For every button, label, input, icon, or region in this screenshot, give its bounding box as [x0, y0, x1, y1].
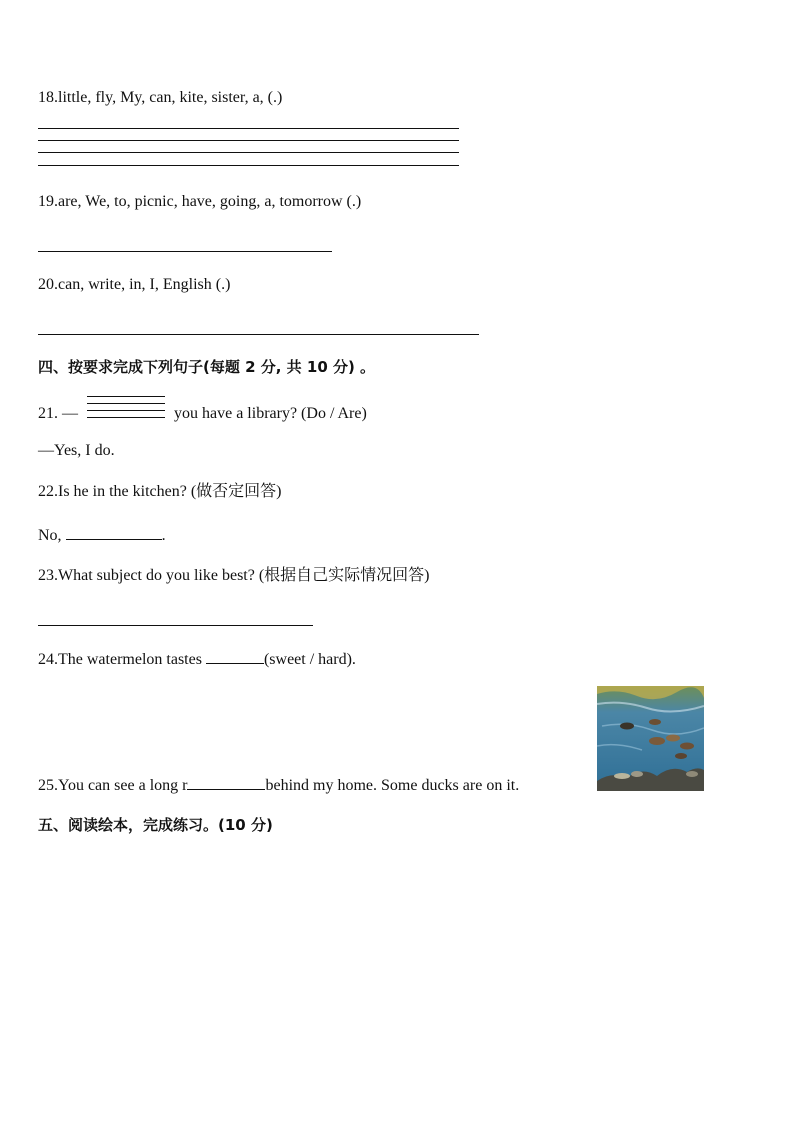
question-text: are, We, to, picnic, have, going, a, tomorrow (.) [58, 193, 362, 210]
answer-suffix: . [161, 527, 166, 544]
answer-line[interactable] [87, 410, 165, 411]
question-pre-text: The watermelon tastes [58, 651, 202, 668]
answer-line[interactable] [38, 165, 459, 166]
question-24 [38, 649, 356, 670]
question-number: 19. [38, 193, 58, 210]
question-number: 23. [38, 567, 58, 584]
question-post-text: behind my home. Some ducks are on it. [265, 777, 520, 794]
question-text: little, fly, My, can, kite, sister, a, (.) [58, 89, 283, 106]
question-pre-text: You can see a long r [58, 777, 188, 794]
question-number: 20. [38, 276, 58, 293]
answer-line[interactable] [38, 140, 459, 141]
section-5-heading: 五、阅读绘本，完成练习。(10 分) [38, 816, 273, 834]
question-number: 24. [38, 651, 58, 668]
question-25 [38, 775, 519, 796]
question-21 [38, 404, 78, 424]
question-23 [38, 566, 430, 586]
answer-blank[interactable] [187, 775, 265, 790]
dialogue-dash: — [62, 405, 78, 422]
answer-line[interactable] [38, 625, 313, 626]
answer-prefix: No, [38, 527, 62, 544]
question-text: Is he in the kitchen? (做否定回答) [58, 483, 282, 500]
answer-line[interactable] [87, 403, 165, 404]
question-22 [38, 482, 282, 502]
dialogue-answer: —Yes, I do. [38, 442, 115, 459]
question-post-text: (sweet / hard). [263, 651, 356, 668]
answer-line[interactable] [38, 251, 332, 252]
question-number: 25. [38, 777, 58, 794]
question-18 [38, 88, 282, 108]
question-number: 21. [38, 405, 58, 422]
section-4-heading: 四、按要求完成下列句子(每题 2 分, 共 10 分) 。 [38, 358, 376, 376]
answer-blank[interactable] [66, 525, 162, 540]
answer-line[interactable] [87, 417, 165, 418]
question-19 [38, 192, 361, 212]
river-ducks-photo [597, 686, 704, 791]
answer-line[interactable] [38, 128, 459, 129]
answer-line[interactable] [38, 152, 459, 153]
question-text: can, write, in, I, English (.) [58, 276, 231, 293]
question-text: What subject do you like best? (根据自己实际情况回答) [58, 567, 430, 584]
answer-line[interactable] [38, 334, 479, 335]
question-20 [38, 275, 230, 295]
question-number: 18. [38, 89, 58, 106]
answer-blank[interactable] [206, 649, 264, 664]
question-text: you have a library? (Do / Are) [174, 405, 367, 422]
answer-row [38, 525, 166, 546]
question-number: 22. [38, 483, 58, 500]
answer-line[interactable] [87, 396, 165, 397]
